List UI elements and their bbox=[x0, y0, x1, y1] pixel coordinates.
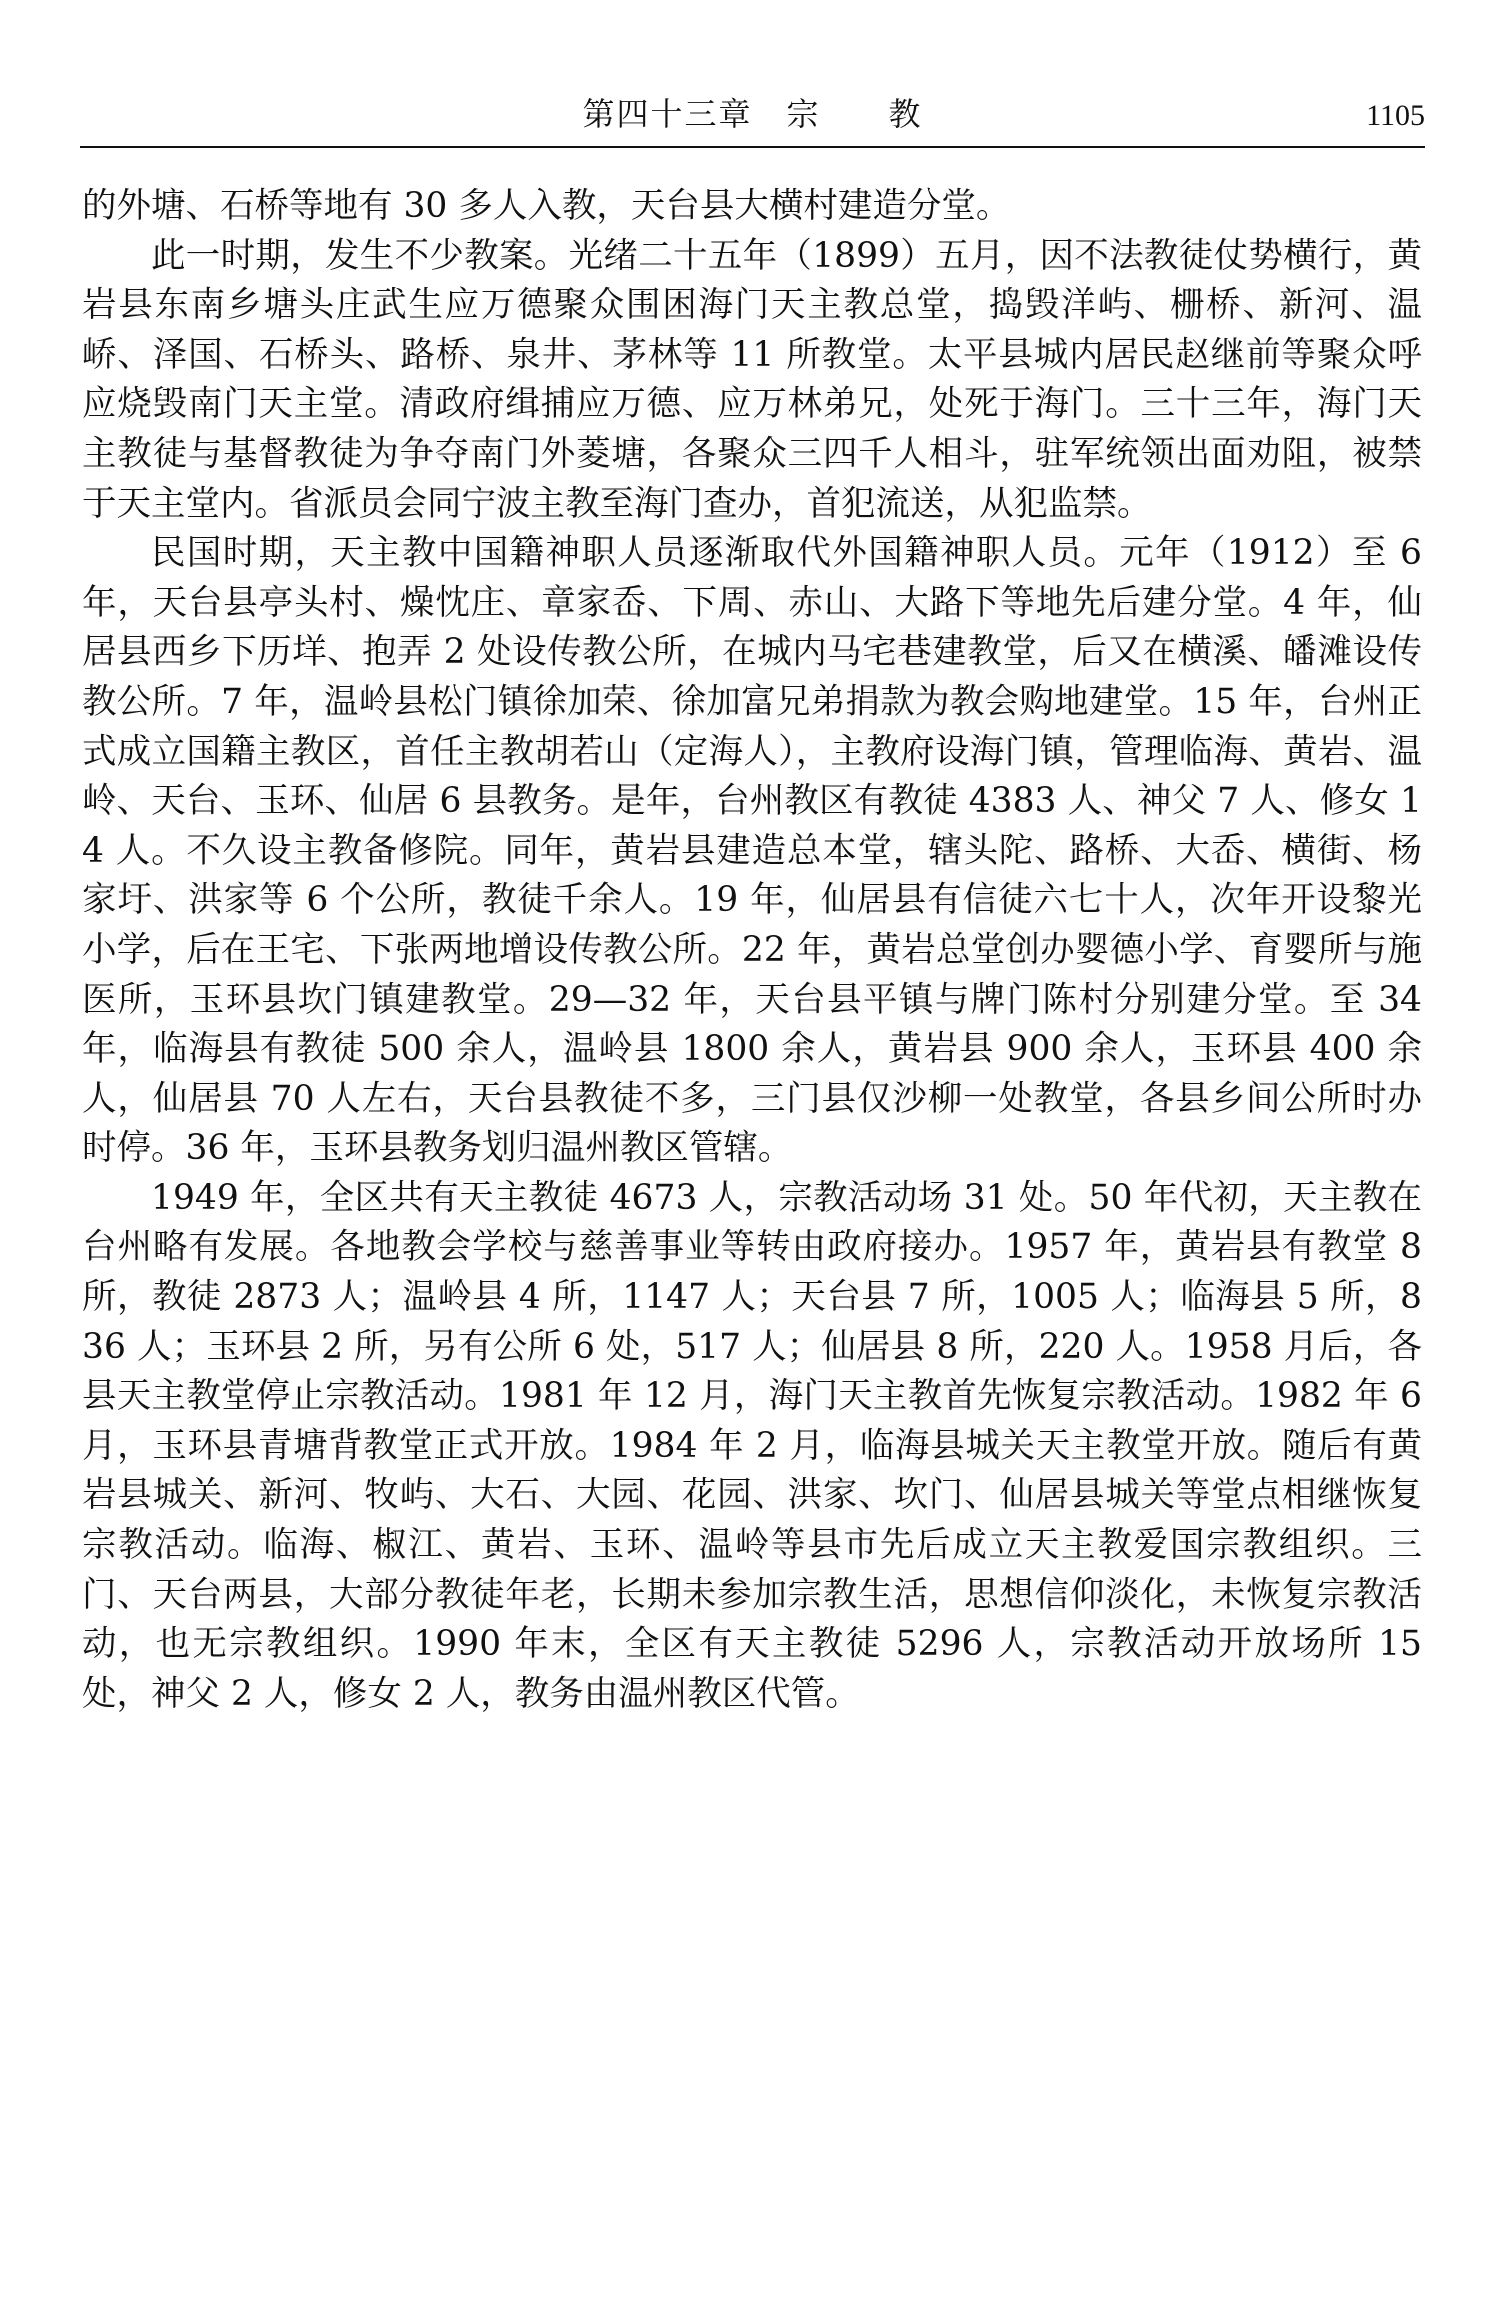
body-text bbox=[82, 182, 1422, 1719]
running-header bbox=[80, 92, 1425, 144]
paragraph-post-1949: 1949 年，全区共有天主教徒 4673 人，宗教活动场 31 处。50 年代初，天主教在台州略有发展。各地教会学校与慈善事业等转由政府接办。1957 年，黄岩县有教堂 8 所，教徒 2873 人；温岭县 4 所，1147 人；天台县 7 所，1005 人；临海县 5 所，836 人；玉环县 2 所，另有公所 6 处，517 人；仙居县 8 所，220 人。1958 月后，各县天主教堂停止宗教活动。1981 年 12 月，海门天主教首先恢复宗教活动。1982 年 6 月，玉环县青塘背教堂正式开放。1984 年 2 月，临海县城关天主教堂开放。随后有黄岩县城关、新河、牧屿、大石、大园、花园、洪家、坎门、仙居县城关等堂点相继恢复宗教活动。临海、椒江、黄岩、玉环、温岭等县市先后成立天主教爱国宗教组织。三门、天台两县，大部分教徒年老，长期未参加宗教生活，思想信仰淡化，未恢复宗教活动，也无宗教组织。1990 年末，全区有天主教徒 5296 人，宗教活动开放场所 15 处，神父 2 人，修女 2 人，教务由温州教区代管。 bbox=[82, 1177, 1422, 1714]
paragraph-continuation: 的外塘、石桥等地有 30 多人入教，天台县大横村建造分堂。 bbox=[82, 186, 1011, 226]
paragraph-qing-incidents: 此一时期，发生不少教案。光绪二十五年（1899）五月，因不法教徒仗势横行，黄岩县东南乡塘头庄武生应万德聚众围困海门天主教总堂，捣毁洋屿、栅桥、新河、温峤、泽国、石桥头、路桥、泉井、茅林等 11 所教堂。太平县城内居民赵继前等聚众呼应烧毁南门天主堂。清政府缉捕应万德、应万林弟兄，处死于海门。三十三年，海门天主教徒与基督教徒为争夺南门外菱塘，各聚众三四千人相斗，驻军统领出面劝阻，被禁于天主堂内。省派员会同宁波主教至海门查办，首犯流送，从犯监禁。 bbox=[82, 235, 1422, 524]
chapter-title: 第四十三章 宗 教 bbox=[582, 95, 923, 133]
header-rule bbox=[80, 146, 1425, 148]
page-number: 1105 bbox=[1366, 99, 1425, 132]
paragraph-republic-period: 民国时期，天主教中国籍神职人员逐渐取代外国籍神职人员。元年（1912）至 6 年，天台县亭头村、燥忱庄、章家岙、下周、赤山、大路下等地先后建分堂。4 年，仙居县西乡下历垟、抱弄 2 处设传教公所，在城内马宅巷建教堂，后又在横溪、皤滩设传教公所。7 年，温岭县松门镇徐加荣、徐加富兄弟捐款为教会购地建堂。15 年，台州正式成立国籍主教区，首任主教胡若山（定海人），主教府设海门镇，管理临海、黄岩、温岭、天台、玉环、仙居 6 县教务。是年，台州教区有教徒 4383 人、神父 7 人、修女 14 人。不久设主教备修院。同年，黄岩县建造总本堂，辖头陀、路桥、大岙、横街、杨家圩、洪家等 6 个公所，教徒千余人。19 年，仙居县有信徒六七十人，次年开设黎光小学，后在王宅、下张两地增设传教公所。22 年，黄岩总堂创办婴德小学、育婴所与施医所，玉环县坎门镇建教堂。29—32 年，天台县平镇与牌门陈村分别建分堂。至 34 年，临海县有教徒 500 余人，温岭县 1800 余人，黄岩县 900 余人，玉环县 400 余人，仙居县 70 人左右，天台县教徒不多，三门县仅沙柳一处教堂，各县乡间公所时办时停。36 年，玉环县教务划归温州教区管辖。 bbox=[82, 533, 1422, 1169]
